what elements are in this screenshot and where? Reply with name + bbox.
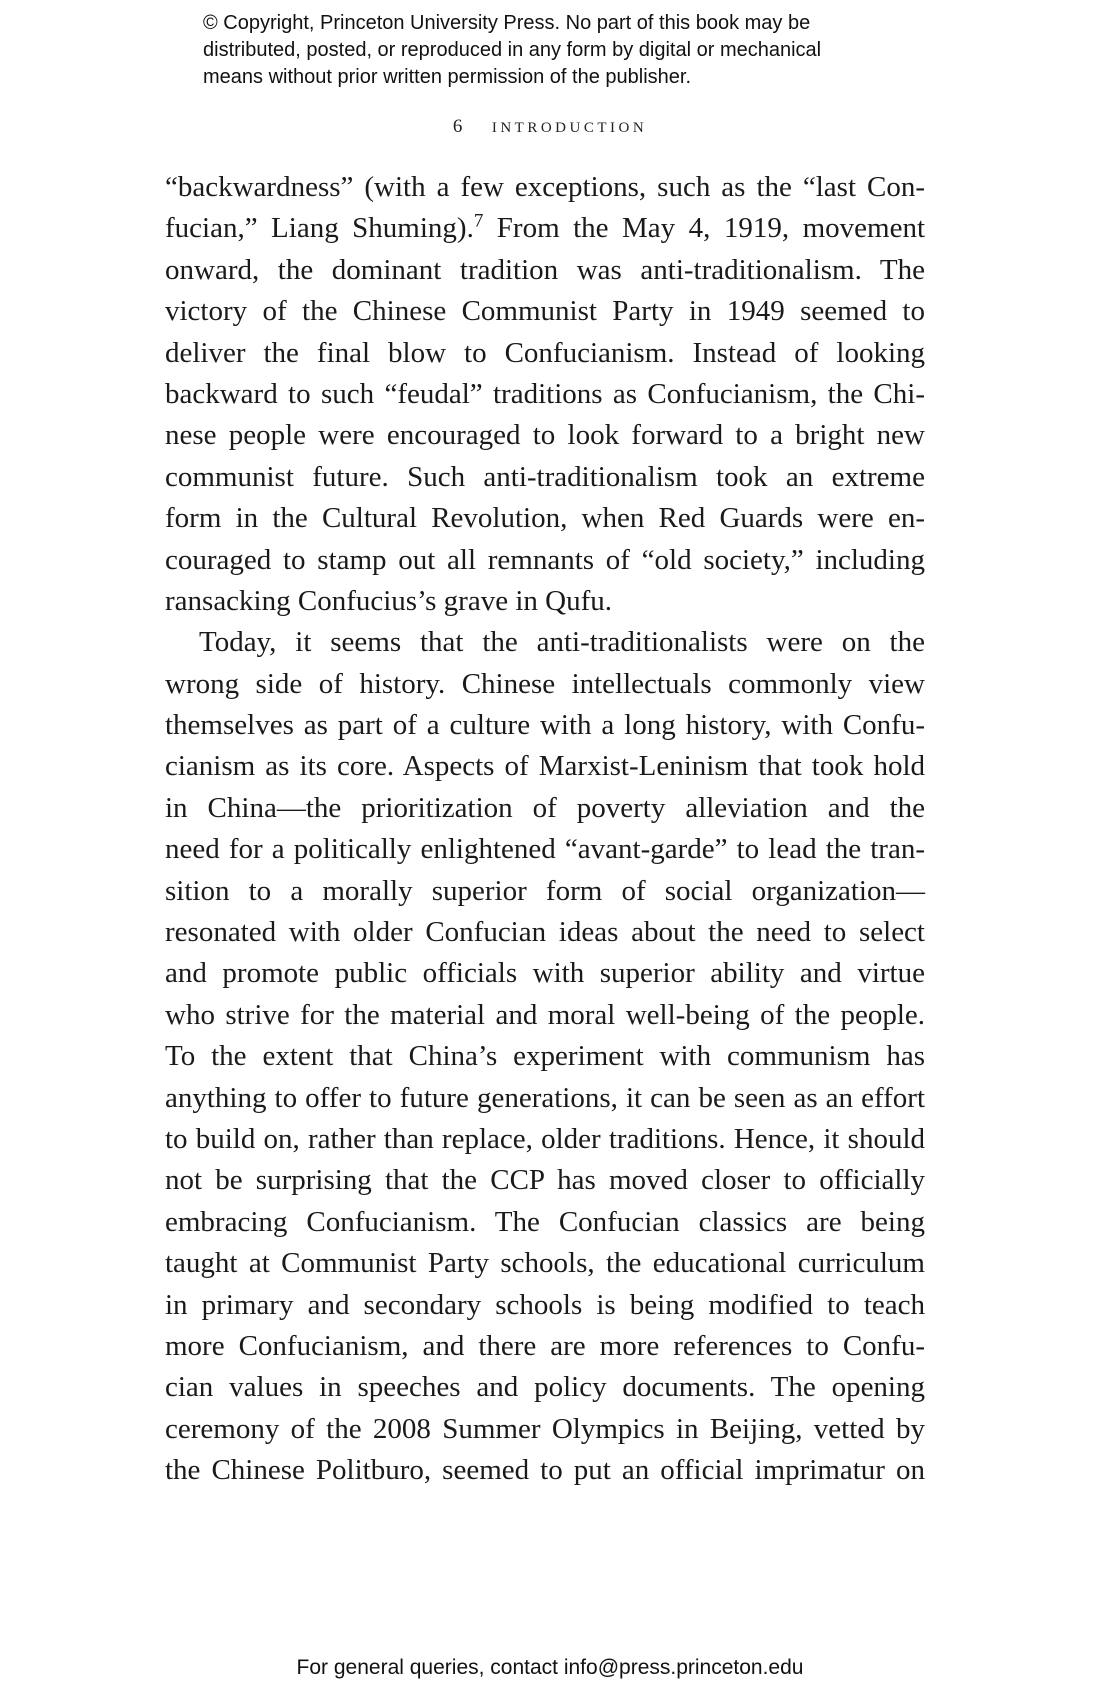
text-line: onward, the dominant tradition was anti-traditionalism. The	[165, 253, 925, 286]
footnote-marker[interactable]: 7	[473, 210, 484, 232]
text-line: deliver the final blow to Confucianism. Instead of looking	[165, 336, 925, 369]
text-segment: From the May 4, 1919, movement	[483, 212, 926, 245]
text-line: themselves as part of a culture with a long history, with Confu-	[165, 709, 925, 742]
text-line: ceremony of the 2008 Summer Olympics in Beijing, vetted by	[165, 1412, 925, 1445]
text-line: cianism as its core. Aspects of Marxist-Leninism that took hold	[165, 750, 925, 783]
text-line: “backwardness” (with a few exceptions, such as the “last Con-	[165, 171, 925, 203]
text-line: couraged to stamp out all remnants of “old society,” including	[165, 543, 925, 576]
text-line: communist future. Such anti-traditionalism took an extreme	[165, 460, 925, 493]
text-line: in China—the prioritization of poverty alleviation and the	[165, 791, 925, 824]
text-line: to build on, rather than replace, older traditions. Hence, it should	[165, 1122, 925, 1155]
copyright-line: means without prior written permission of the publisher.	[203, 66, 692, 88]
text-line: more Confucianism, and there are more references to Confu-	[165, 1329, 925, 1362]
paragraph-1	[165, 167, 925, 622]
text-line: To the extent that China’s experiment with communism has	[165, 1040, 925, 1073]
running-head	[0, 113, 1100, 138]
copyright-line: © Copyright, Princeton University Press. No part of this book may be	[203, 12, 811, 34]
text-line: embracing Confucianism. The Confucian classics are being	[165, 1205, 925, 1238]
body-text	[165, 167, 925, 1492]
text-line: the Chinese Politburo, seemed to put an official imprimatur on	[165, 1454, 925, 1487]
text-line: and promote public officials with superior ability and virtue	[165, 957, 925, 990]
text-line: anything to offer to future generations, it can be seen as an effort	[165, 1081, 925, 1114]
text-line: Today, it seems that the anti-traditionalists were on the	[199, 626, 925, 659]
copyright-notice	[203, 10, 923, 91]
text-line: not be surprising that the CCP has moved closer to officially	[165, 1164, 925, 1197]
footer-contact: For general queries, contact info@press.princeton.edu	[296, 1656, 804, 1679]
text-line	[165, 208, 925, 249]
text-line: wrong side of history. Chinese intellectuals commonly view	[165, 667, 925, 700]
text-line: backward to such “feudal” traditions as Confucianism, the Chi-	[165, 377, 925, 410]
paragraph-2	[165, 622, 925, 1491]
text-line: in primary and secondary schools is being modified to teach	[165, 1288, 925, 1321]
text-line: nese people were encouraged to look forward to a bright new	[165, 419, 925, 452]
text-line: who strive for the material and moral well-being of the people.	[165, 998, 925, 1031]
text-line: cian values in speeches and policy documents. The opening	[165, 1371, 925, 1404]
text-line: resonated with older Confucian ideas about the need to select	[165, 916, 925, 949]
text-line: need for a politically enlightened “avant-garde” to lead the tran-	[165, 833, 925, 866]
text-line: taught at Communist Party schools, the educational curriculum	[165, 1247, 925, 1280]
text-line: victory of the Chinese Communist Party in 1949 seemed to	[165, 295, 925, 328]
copyright-line: distributed, posted, or reproduced in any form by digital or mechanical	[203, 39, 822, 61]
page-number: 6	[452, 116, 463, 137]
section-title: introduction	[491, 113, 648, 137]
text-line: form in the Cultural Revolution, when Red Guards were en-	[165, 502, 925, 535]
text-segment: fucian,” Liang Shuming).	[165, 212, 474, 245]
text-line: ransacking Confucius’s grave in Qufu.	[165, 584, 612, 617]
text-line: sition to a morally superior form of social organization—	[165, 874, 925, 907]
